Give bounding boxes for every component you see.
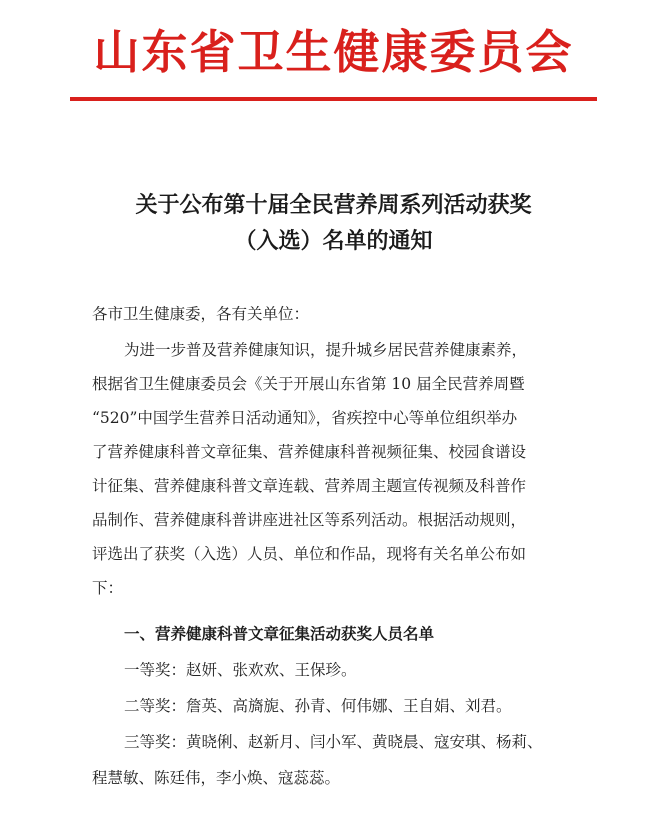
- award-line-first: 一等奖：赵妍、张欢欢、王保珍。: [124, 661, 357, 679]
- notice-title-line-2: （入选）名单的通知: [234, 229, 433, 254]
- award-line-third-cont: 程慧敏、陈廷伟，李小焕、寇蕊蕊。: [92, 769, 341, 787]
- body-line: 品制作、营养健康科普讲座进社区等系列活动。根据活动规则，: [92, 511, 527, 529]
- body-line: 根据省卫生健康委员会《关于开展山东省第 10 届全民营养周暨: [92, 375, 525, 393]
- section-heading: 一、营养健康科普文章征集活动获奖人员名单: [124, 625, 435, 643]
- letterhead-divider: [70, 97, 597, 101]
- award-line-second: 二等奖：詹英、高旖旎、孙青、何伟娜、王自娟、刘君。: [124, 697, 512, 715]
- salutation: 各市卫生健康委，各有关单位：: [92, 305, 310, 323]
- body-line: “520”中国学生营养日活动通知》，省疾控中心等单位组织举办: [92, 409, 518, 427]
- notice-title-line-1: 关于公布第十届全民营养周系列活动获奖: [135, 193, 532, 218]
- award-line-third: 三等奖：黄晓俐、赵新月、闫小军、黄晓晨、寇安琪、杨莉、: [124, 733, 543, 751]
- body-line: 了营养健康科普文章征集、营养健康科普视频征集、校园食谱设: [92, 443, 527, 461]
- body-line: 计征集、营养健康科普文章连载、营养周主题宣传视频及科普作: [92, 477, 527, 495]
- body-line: 下：: [92, 579, 124, 597]
- letterhead-title: 山东省卫生健康委员会: [93, 25, 574, 79]
- body-line: 为进一步普及营养健康知识，提升城乡居民营养健康素养，: [124, 341, 528, 359]
- body-line: 评选出了获奖（入选）人员、单位和作品，现将有关名单公布如: [92, 545, 527, 563]
